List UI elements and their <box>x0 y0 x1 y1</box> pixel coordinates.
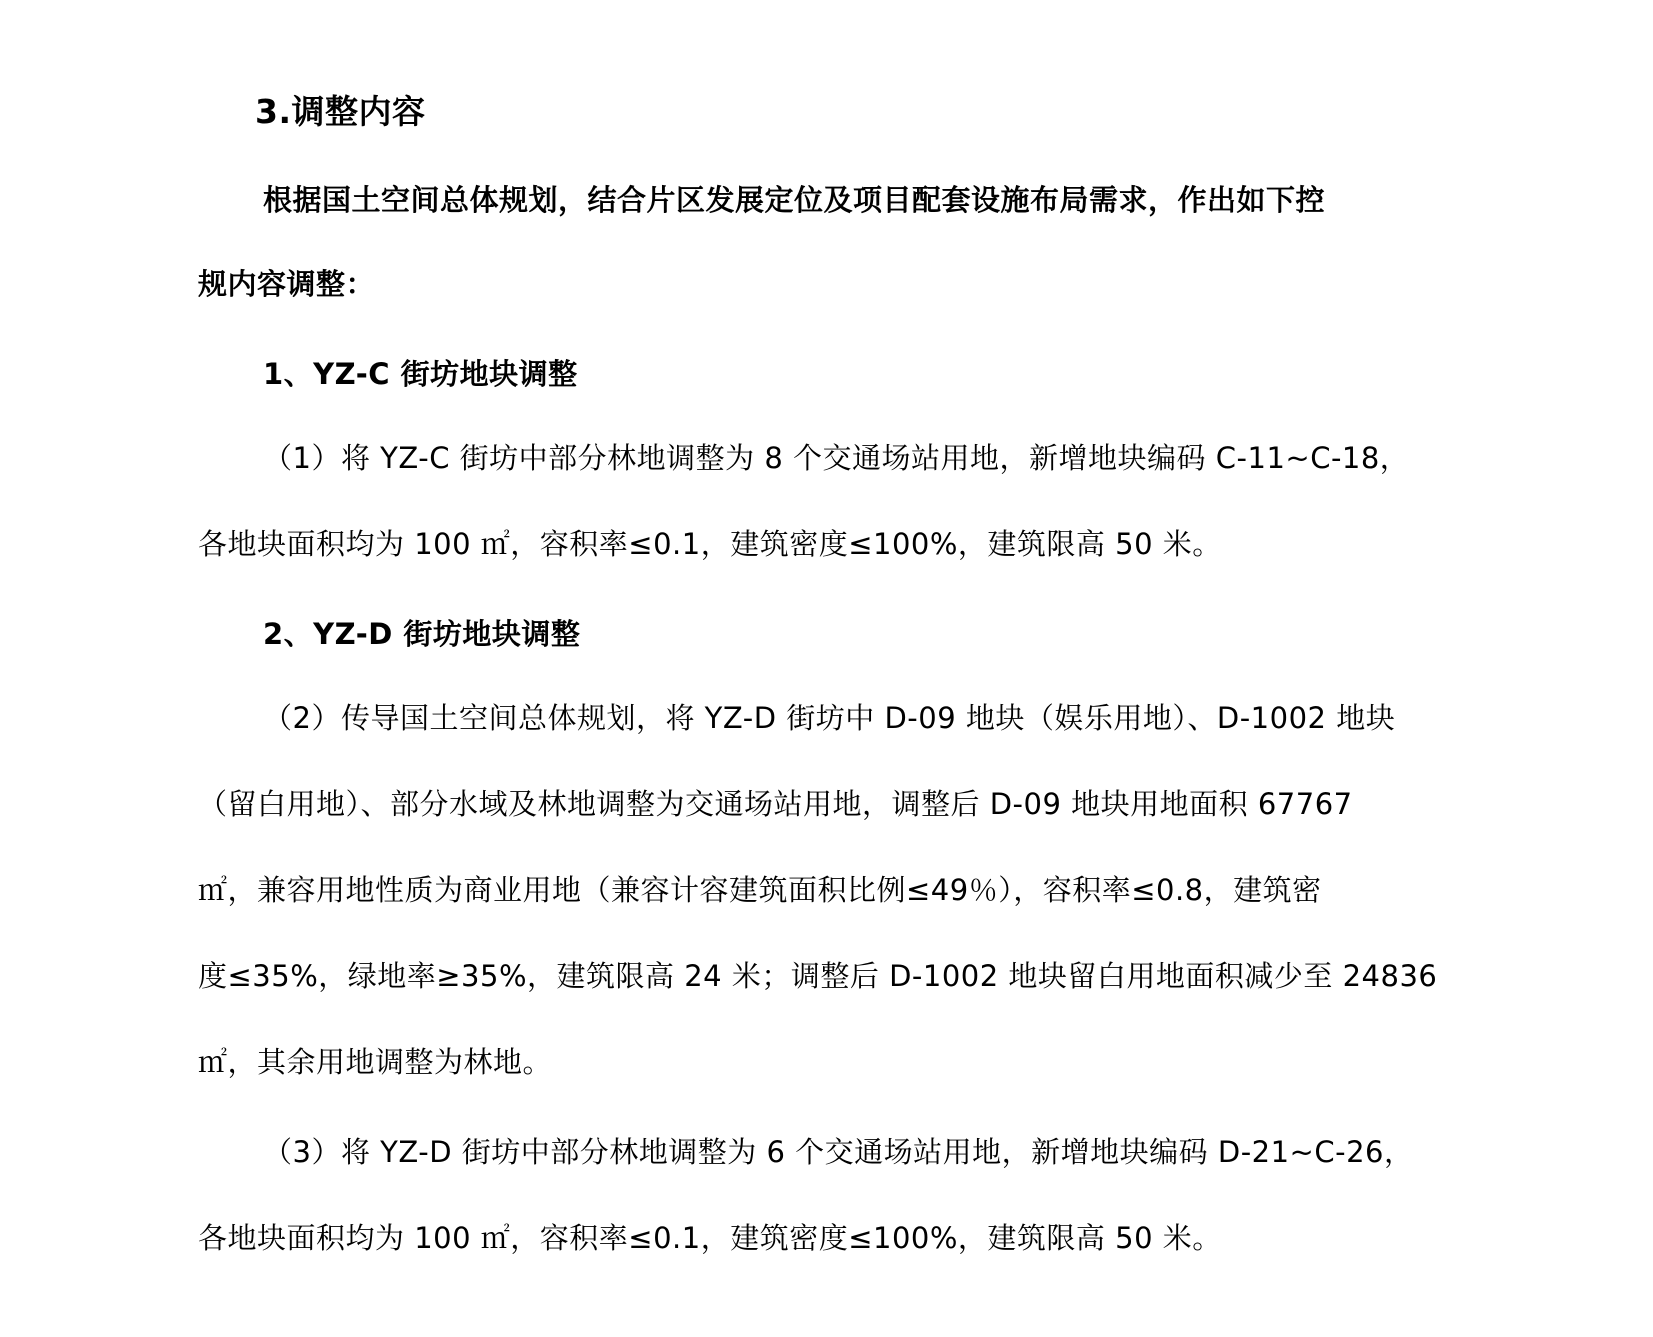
intro-paragraph-line-1: 根据国土空间总体规划，结合片区发展定位及项目配套设施布局需求，作出如下控 <box>263 183 1326 217</box>
intro-paragraph-line-2: 规内容调整： <box>198 267 376 301</box>
subsection-heading-yz-c: 1、YZ-C 街坊地块调整 <box>263 357 578 391</box>
item-3-line-1: （3）将 YZ-D 街坊中部分林地调整为 6 个交通场站用地，新增地块编码 D-21~C-26， <box>263 1135 1414 1169</box>
item-1-line-2: 各地块面积均为 100 ㎡，容积率≤0.1，建筑密度≤100%，建筑限高 50 米。 <box>198 527 1222 561</box>
item-2-line-5: ㎡，其余用地调整为林地。 <box>198 1045 553 1079</box>
section-title: 3.调整内容 <box>255 92 426 131</box>
item-1-line-1: （1）将 YZ-C 街坊中部分林地调整为 8 个交通场站用地，新增地块编码 C-11~C-18， <box>263 441 1410 475</box>
item-2-line-4: 度≤35%，绿地率≥35%，建筑限高 24 米；调整后 D-1002 地块留白用地面积减少至 24836 <box>198 959 1438 993</box>
item-3-line-2: 各地块面积均为 100 ㎡，容积率≤0.1，建筑密度≤100%，建筑限高 50 米。 <box>198 1221 1222 1255</box>
item-2-line-2: （留白用地）、部分水域及林地调整为交通场站用地，调整后 D-09 地块用地面积 67767 <box>198 787 1353 821</box>
item-2-line-1: （2）传导国土空间总体规划，将 YZ-D 街坊中 D-09 地块（娱乐用地）、D-1002 地块 <box>263 701 1396 735</box>
item-2-line-3: ㎡，兼容用地性质为商业用地（兼容计容建筑面积比例≤49％），容积率≤0.8，建筑密 <box>198 873 1322 907</box>
subsection-heading-yz-d: 2、YZ-D 街坊地块调整 <box>263 617 581 651</box>
